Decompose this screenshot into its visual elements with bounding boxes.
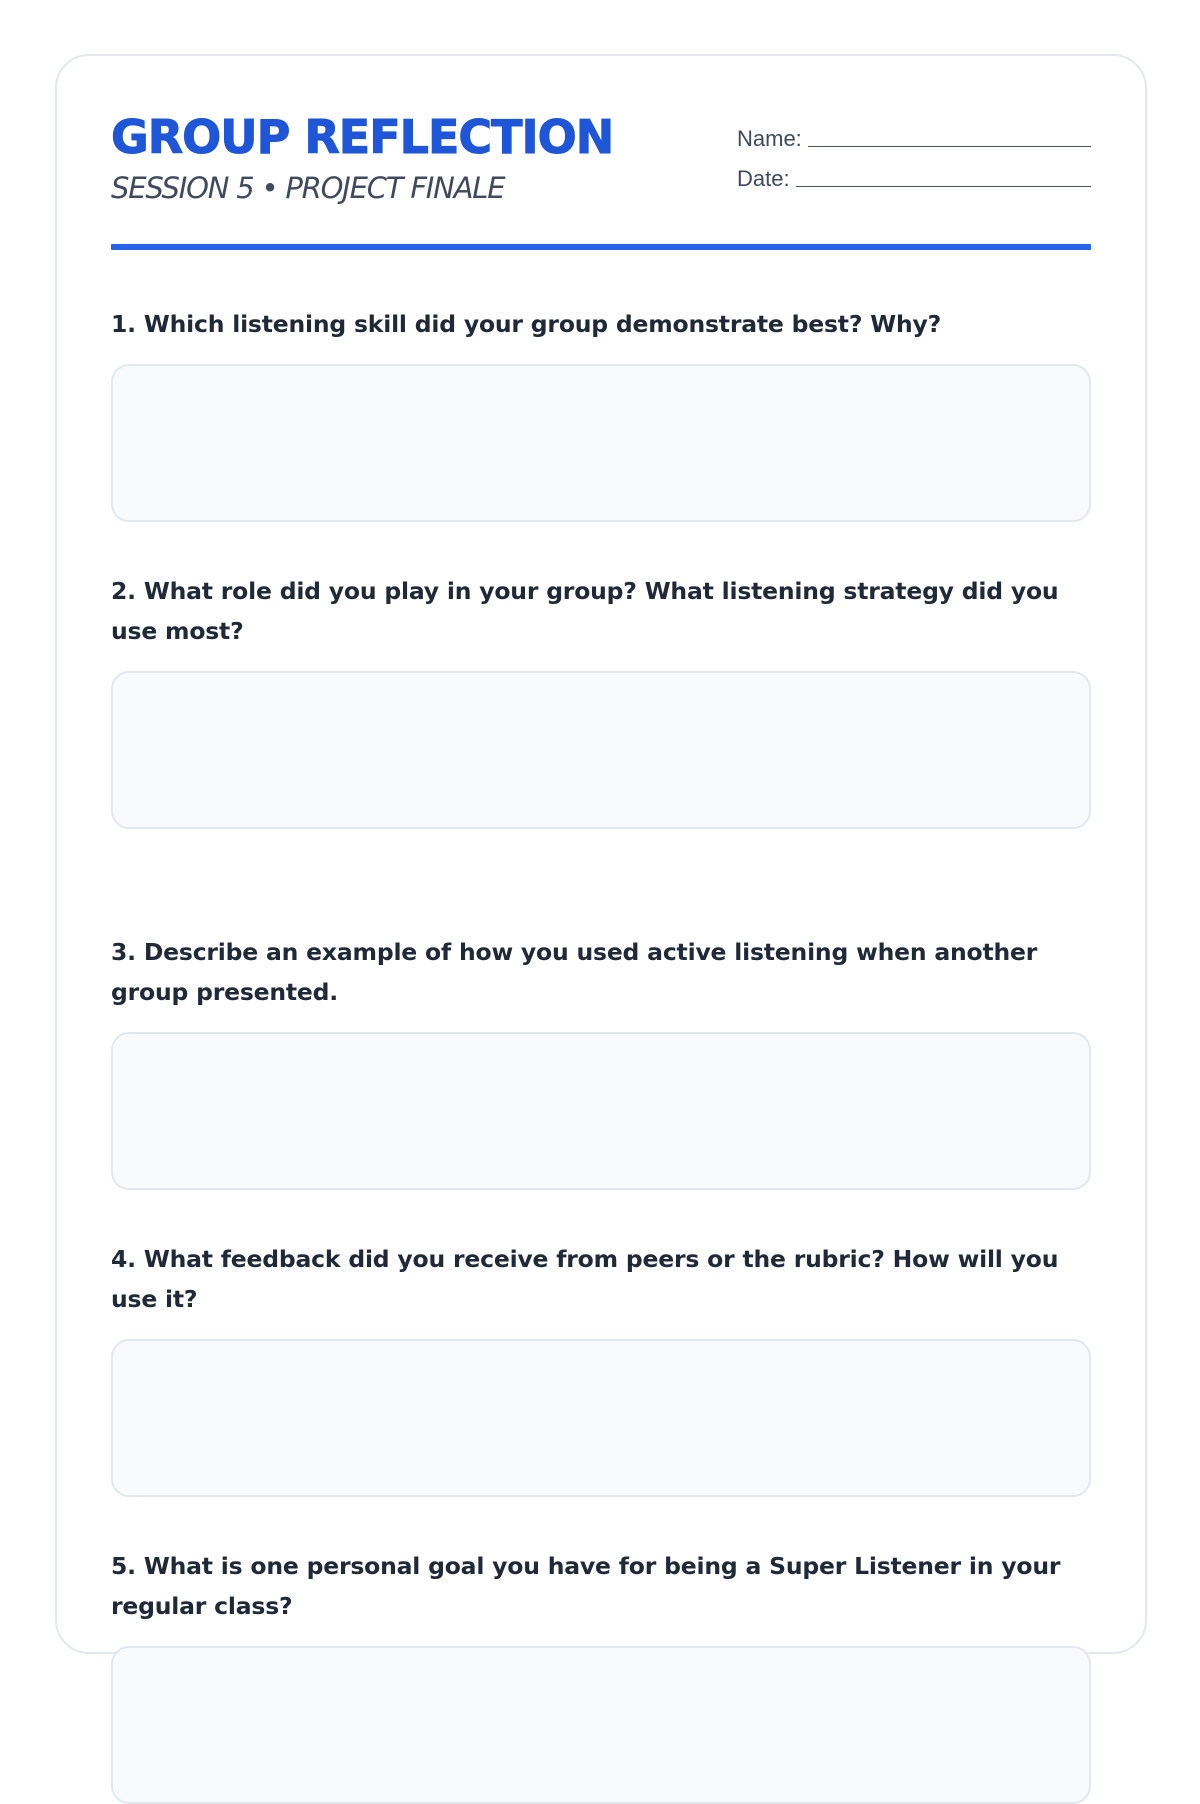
date-row: [737, 152, 1091, 192]
name-label: Name:: [737, 126, 802, 151]
question-5: [111, 1546, 1091, 1804]
header-divider: [111, 244, 1091, 250]
date-label: Date:: [737, 166, 790, 191]
question-5-text: 5. What is one personal goal you have for being a Super Listener in your regular class?: [111, 1552, 1061, 1620]
answer-box-5[interactable]: [111, 1646, 1091, 1804]
name-field[interactable]: [808, 146, 1091, 147]
answer-box-4[interactable]: [111, 1339, 1091, 1497]
student-info: [737, 112, 1091, 192]
worksheet-header: [111, 108, 1091, 248]
question-4-text: 4. What feedback did you receive from peers or the rubric? How will you use it?: [111, 1245, 1059, 1313]
question-1: [111, 304, 1091, 522]
answer-box-3[interactable]: [111, 1032, 1091, 1190]
page-subtitle: SESSION 5 • PROJECT FINALE: [111, 171, 505, 205]
page-title: GROUP REFLECTION: [111, 110, 614, 164]
question-2-text: 2. What role did you play in your group? What listening strategy did you use most?: [111, 577, 1059, 645]
name-row: [737, 112, 1091, 152]
answer-box-2[interactable]: [111, 671, 1091, 829]
question-4: [111, 1239, 1091, 1497]
question-1-text: 1. Which listening skill did your group demonstrate best? Why?: [111, 310, 942, 338]
question-3: [111, 932, 1091, 1190]
question-2: [111, 571, 1091, 829]
question-3-text: 3. Describe an example of how you used active listening when another group presented.: [111, 938, 1038, 1006]
date-field[interactable]: [796, 186, 1091, 187]
answer-box-1[interactable]: [111, 364, 1091, 522]
